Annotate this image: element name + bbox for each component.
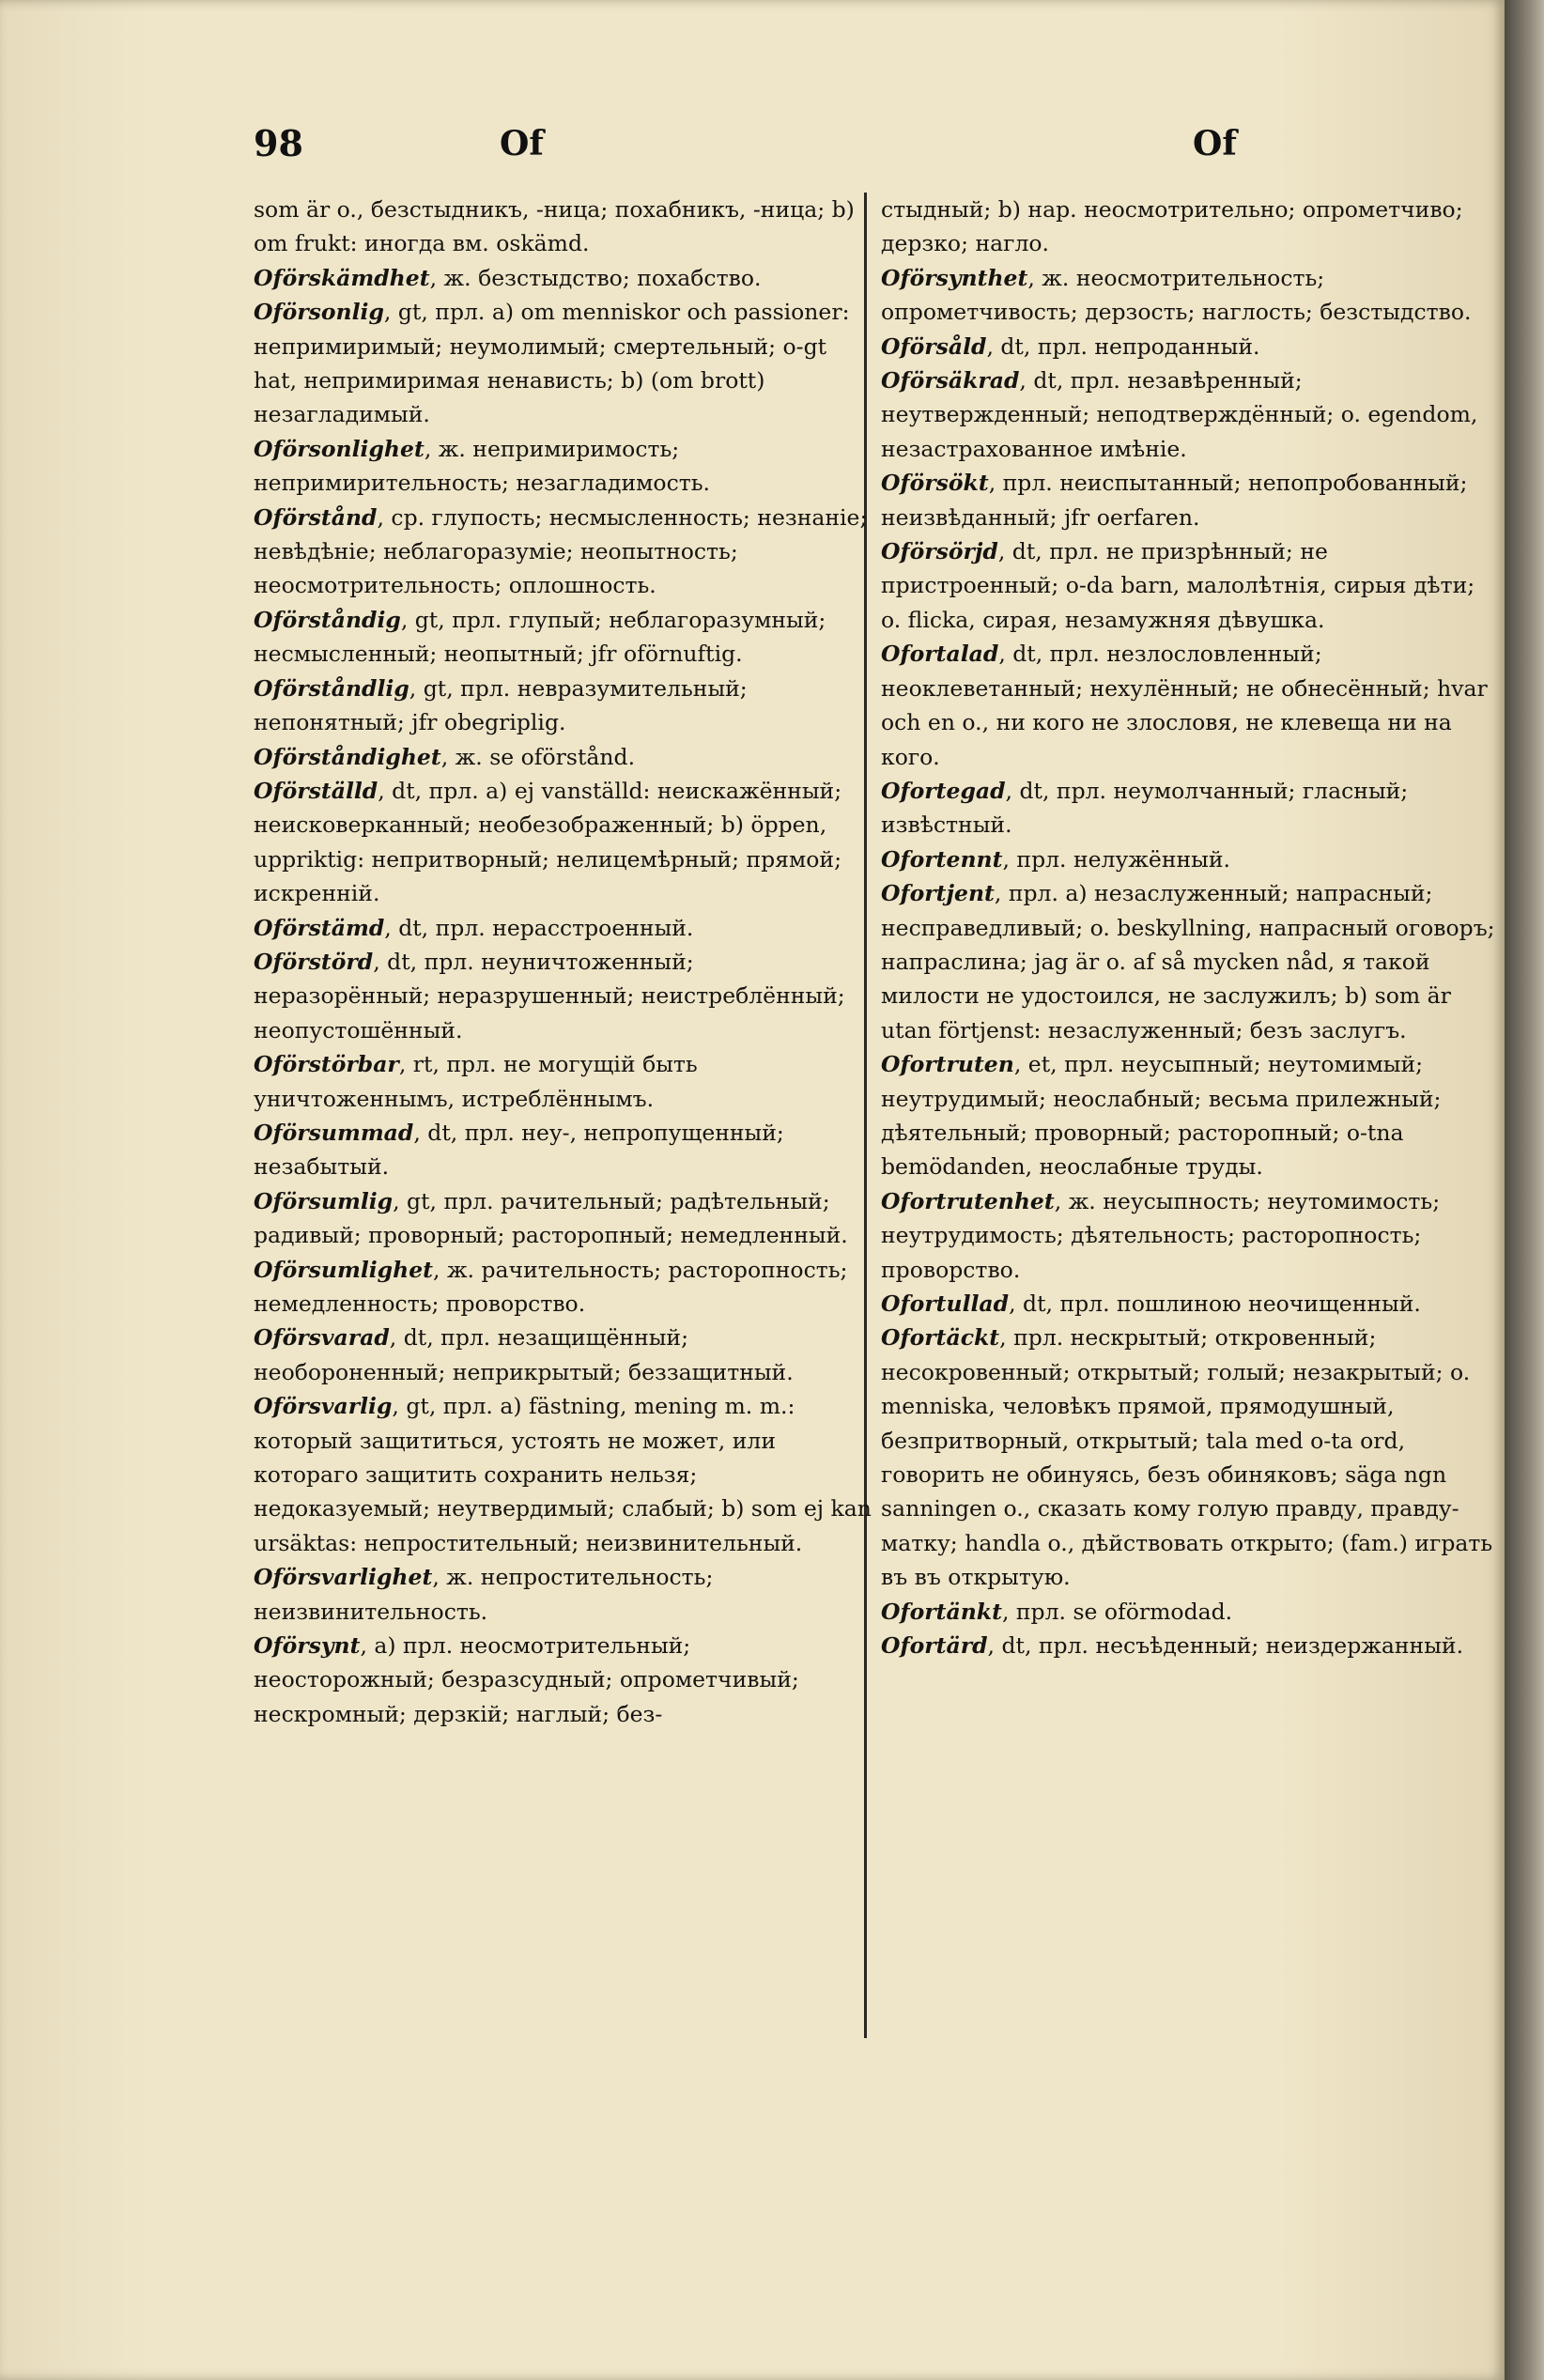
dictionary-entry: Oförsumlighet, ж. рачительность; расторопность; немедленность; проворство. xyxy=(254,1256,848,1317)
dictionary-entry: Oförsvarad, dt, прл. незащищённый; необороненный; неприкрытый; беззащитный. xyxy=(254,1324,794,1385)
dictionary-entry: Ofortennt, прл. нелужённый. xyxy=(881,845,1230,873)
dictionary-entry: Oförståndighet, ж. se oförstånd. xyxy=(254,743,636,770)
page-header xyxy=(254,122,1258,178)
dictionary-entry: Oförståndlig, gt, прл. невразумительный; непонятный; jfr obegriplig. xyxy=(254,674,748,736)
dictionary-entry: Oförsynt, a) прл. неосмотрительный; неосторожный; безразсудный; опрометчивый; нескромный; дерзкій; наглый; без- xyxy=(254,1632,799,1727)
left-column xyxy=(254,193,873,1731)
left-running-headword: Of xyxy=(500,124,544,163)
dictionary-entry: стыдный; b) нар. неосмотрительно; опрометчиво; дерзко; нагло. xyxy=(881,196,1463,257)
right-column xyxy=(881,193,1501,1662)
page-number: 98 xyxy=(254,122,303,164)
dictionary-entry: Oförsynthet, ж. неосмотрительность; опрометчивость; дерзость; наглость; безстыдство. xyxy=(881,264,1472,326)
dictionary-entry: Oförsumlig, gt, прл. рачительный; радѣтельный; радивый; проворный; расторопный; немедленный. xyxy=(254,1187,848,1249)
dictionary-entry: Ofortruten, et, прл. неусыпный; неутомимый; неутрудимый; неослабный; весьма прилежный; дѣятельный; проворный; расторопный; o-tna bemödanden, неослабные труды. xyxy=(881,1051,1442,1181)
dictionary-entry: Ofortjent, прл. a) незаслуженный; напрасный; несправедливый; o. beskyllning, напрасный оговоръ; напраслина; jag är o. af så mycken nåd, я такой милости не удостоился, не заслужилъ; b) som är utan förtjenst: незаслуженный; безъ заслугъ. xyxy=(881,880,1495,1043)
dictionary-entry: Oförsökt, прл. неиспытанный; непопробованный; неизвѣданный; jfr oerfaren. xyxy=(881,470,1468,531)
dictionary-entry: Ofortegad, dt, прл. неумолчанный; гласный; извѣстный. xyxy=(881,777,1409,839)
dictionary-entry: Ofortärd, dt, прл. несъѣденный; неиздержанный. xyxy=(881,1632,1464,1660)
right-running-headword: Of xyxy=(1193,124,1237,163)
dictionary-entry: Ofortullad, dt, прл. пошлиною неочищенный. xyxy=(881,1290,1421,1317)
dictionary-entry: Oförsonlighet, ж. непримиримость; непримирительность; незагладимость. xyxy=(254,435,711,497)
dictionary-entry: Oförsörjd, dt, прл. не призрѣнный; не пристроенный; o-da barn, малолѣтнія, сирыя дѣти; o. flicka, сирая, незамужняя дѣвушка. xyxy=(881,538,1475,633)
dictionary-entry: som är o., безстыдникъ, -ница; похабникъ, -ница; b) om frukt: иногда вм. oskämd. xyxy=(254,196,855,257)
dictionary-entry: Oförstörd, dt, прл. неуничтоженный; неразорённый; неразрушенный; неистреблённый; неопустошённый. xyxy=(254,948,845,1043)
dictionary-entry: Oförsvarlig, gt, прл. a) fästning, mening m. m.: который защититься, устоять не может, или котораго защитить сохранить нельзя; недоказуемый; неутвердимый; слабый; b) som ej kan ursäktas: непростительный; неизвинительный. xyxy=(254,1393,872,1556)
dictionary-entry: Oförsäkrad, dt, прл. незавѣренный; неутвержденный; неподтверждённый; o. egendom, незастрахованное имѣніе. xyxy=(881,367,1478,462)
dictionary-entry: Oförsvarlighet, ж. непростительность; неизвинительность. xyxy=(254,1564,714,1625)
dictionary-entry: Oförståndig, gt, прл. глупый; неблагоразумный; несмысленный; неопытный; jfr oförnuftig. xyxy=(254,606,826,668)
dictionary-entry: Oförsummad, dt, прл. неу-, непропущенный; незабытый. xyxy=(254,1119,784,1181)
dictionary-entry: Ofortäckt, прл. нескрытый; откровенный; несокровенный; открытый; голый; незакрытый; o. menniska, человѣкъ прямой, прямодушный, безпритворный, открытый; tala med o-ta ord, говорить не обинуясь, безъ обиняковъ; säga ngn sanningen o., сказать кому голую правду, правду-матку; handla o., дѣйствовать открыто; (fam.) играть въ въ открытую. xyxy=(881,1324,1493,1591)
dictionary-entry: Ofortänkt, прл. se oförmodad. xyxy=(881,1598,1233,1625)
dictionary-entry: Ofortrutenhet, ж. неусыпность; неутомимость; неутрудимость; дѣятельность; расторопность; проворство. xyxy=(881,1187,1441,1283)
dictionary-entry: Ofortalad, dt, прл. незлословленный; неоклеветанный; нехулённый; не обнесённый; hvar och en o., ни кого не злословя, не клевеща ни на кого. xyxy=(881,641,1488,770)
book-spine-edge xyxy=(1505,0,1544,2380)
dictionary-entry: Oförstämd, dt, прл. нерасстроенный. xyxy=(254,914,694,941)
dictionary-entry: Oförsonlig, gt, прл. a) om menniskor och passioner: непримиримый; неумолимый; смертельный; o-gt hat, непримиримая ненависть; b) (om brott) незагладимый. xyxy=(254,299,850,428)
dictionary-entry: Oförstörbar, rt, прл. не могущій быть уничтоженнымъ, истреблённымъ. xyxy=(254,1051,698,1112)
dictionary-entry: Oförskämdhet, ж. безстыдство; похабство. xyxy=(254,264,762,291)
dictionary-entry: Oförsåld, dt, прл. непроданный. xyxy=(881,332,1260,360)
dictionary-entry: Oförstånd, ср. глупость; несмысленность; незнаніе; невѣдѣніе; неблагоразуміе; неопытность; неосмотрительность; оплошность. xyxy=(254,503,868,599)
dictionary-entry: Oförställd, dt, прл. a) ej vanställd: неискажённый; неисковерканный; необезображенный; b) öppen, uppriktig: непритворный; нелицемѣрный; прямой; искренній. xyxy=(254,777,842,907)
